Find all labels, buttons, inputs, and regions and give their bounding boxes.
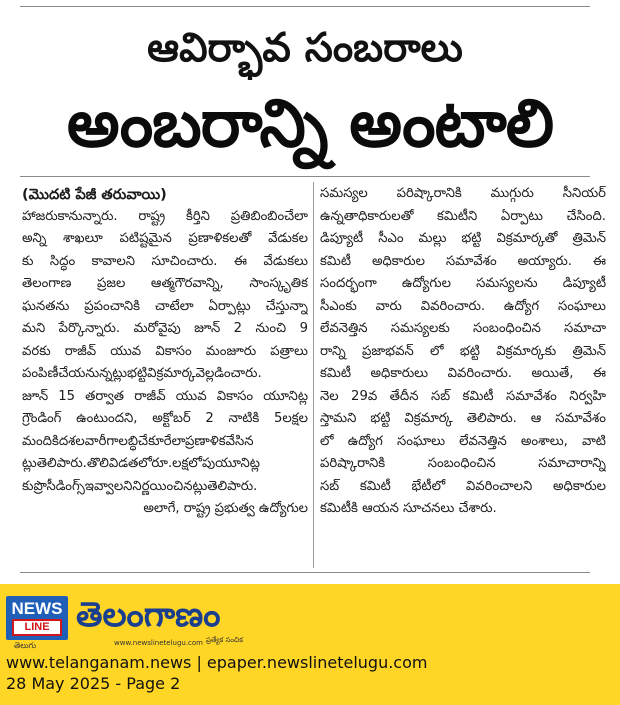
text-line: సబ్ కమిటీ భేటీలో వివరించాలని అధికారుల <box>320 478 606 494</box>
column-divider <box>313 182 314 568</box>
top-rule <box>20 6 590 7</box>
text-line: నెల 29వ తేదీన సబ్ కమిటీ సమావేశం నిర్వహి <box>320 388 606 404</box>
text-line: లో ఉద్యోగ సంఘాలు లేవనెత్తిన అంశాలు, వాటి <box>320 433 606 449</box>
text-line: డిప్యూటీ సీఎం మల్లు భట్టి విక్రమార్కతో త్రిమెన్ <box>320 231 606 246</box>
article-kicker: ఆవిర్భావ సంబరాలు <box>147 25 463 71</box>
text-line: అలాగే, రాష్ట్ర ప్రభుత్వ ఉద్యోగుల <box>143 501 308 516</box>
text-line: ఉన్నతాధికారులతో కమిటీని ఏర్పాటు చేసింది. <box>320 208 606 224</box>
headline-rule <box>20 176 590 177</box>
continued-label: (మొదటి పేజీ తరువాయి) <box>22 187 167 203</box>
text-line: సీఎంకు వారు వివరించారు. ఉద్యోగ సంఘాలు <box>320 298 606 314</box>
newsline-logo-badge <box>6 596 68 640</box>
text-line: కమిటీ అధికారుల సమావేశం అయ్యారు. ఈ <box>320 253 606 269</box>
text-line: పరిష్కారానికి సంబంధించిన సమాచారాన్ని <box>320 456 606 471</box>
brand-url: www.newslinetelugu.com <box>114 639 203 647</box>
text-line: రాన్ని ప్రజాభవన్ లో భట్టి విక్రమార్కకు త్రిమెన్ <box>320 343 606 359</box>
footer-links[interactable]: www.telanganam.news | epaper.newslinetelugu.com <box>6 653 428 672</box>
text-line: హాజరుకానున్నారు. రాష్ట్ర కీర్తిని ప్రతిబింబించేలా <box>22 208 308 224</box>
text-line: ఘనతను ప్రపంచానికి చాటేలా ఏర్పాట్లు చేస్తున్నా <box>22 298 308 314</box>
article-headline: అంబరాన్ని అంటాలి <box>66 85 554 162</box>
text-line: జూన్ 15 తర్వాత రాజీవ్ యువ వికాసం యూనిట్ల <box>22 388 308 404</box>
footer-banner <box>0 584 620 705</box>
text-line: కుప్రొసీడింగ్స్ఇవ్వాలనినిర్ణయించినట్లుతెలిపారు. <box>22 478 258 494</box>
text-line: వరకు రాజీవ్ యువ వికాసం మంజూరు పత్రాలు <box>22 343 308 359</box>
text-line: కు సిద్ధం కావాలని సూచించారు. ఈ వేడుకలు <box>22 253 308 269</box>
text-line: సమస్యల పరిష్కారానికి ముగ్గురు సీనియర్ <box>320 186 606 201</box>
text-line: మందికిదశలవారీగాలబ్ధిచేకూరేలాప్రణాళికవేసిన <box>22 433 254 449</box>
text-line: పంపిణీచేయనున్నట్లుభట్టివిక్రమార్కవెల్లడించారు. <box>22 366 262 381</box>
text-line: ట్లుతెలిపారు.తొలివిడతలోరూ.లక్షలోపుయూనిట్ల <box>22 456 260 471</box>
article-column-right <box>320 183 606 521</box>
text-line: అన్ని శాఖలూ పటిష్టమైన ప్రణాళికలతో వేడుకల <box>22 231 308 246</box>
logo-news-text: NEWS <box>11 599 63 618</box>
brand-logo[interactable] <box>6 596 244 652</box>
brand-tagline: ప్రత్యేక సంచిక <box>206 636 243 644</box>
text-line: కమిటీ అధికారులు వివరించారు. అయితే, ఈ <box>320 366 606 381</box>
text-line: తెలంగాణ ప్రజల ఆత్మగౌరవాన్ని, సాంస్కృతిక <box>22 276 308 291</box>
text-line: మని పేర్కొన్నారు. మరోవైపు జూన్ 2 నుంచి 9 <box>22 321 308 336</box>
logo-telugu-text: తెలుగు <box>14 641 37 650</box>
brand-name: తెలంగాణం <box>76 595 221 635</box>
edition-date-page: 28 May 2025 - Page 2 <box>6 674 181 693</box>
text-line: సందర్భంగా ఉద్యోగుల సమస్యలను డిప్యూటీ <box>320 276 606 291</box>
text-line: స్తామని భట్టి విక్రమార్క తెలిపారు. ఆ సమావేశం <box>320 411 606 426</box>
text-line: గ్రౌండింగ్ ఉంటుందని, అక్టోబర్ 2 నాటికి 5లక్షల <box>22 411 308 426</box>
text-line: కమిటీకి ఆయన సూచనలు చేశారు. <box>320 501 497 516</box>
bottom-rule <box>20 572 590 573</box>
article-column-left <box>22 183 308 521</box>
logo-line-text: LINE <box>12 619 62 636</box>
text-line: లేవనెత్తిన సమస్యలకు సంబంధించిన సమాచా <box>320 321 606 336</box>
